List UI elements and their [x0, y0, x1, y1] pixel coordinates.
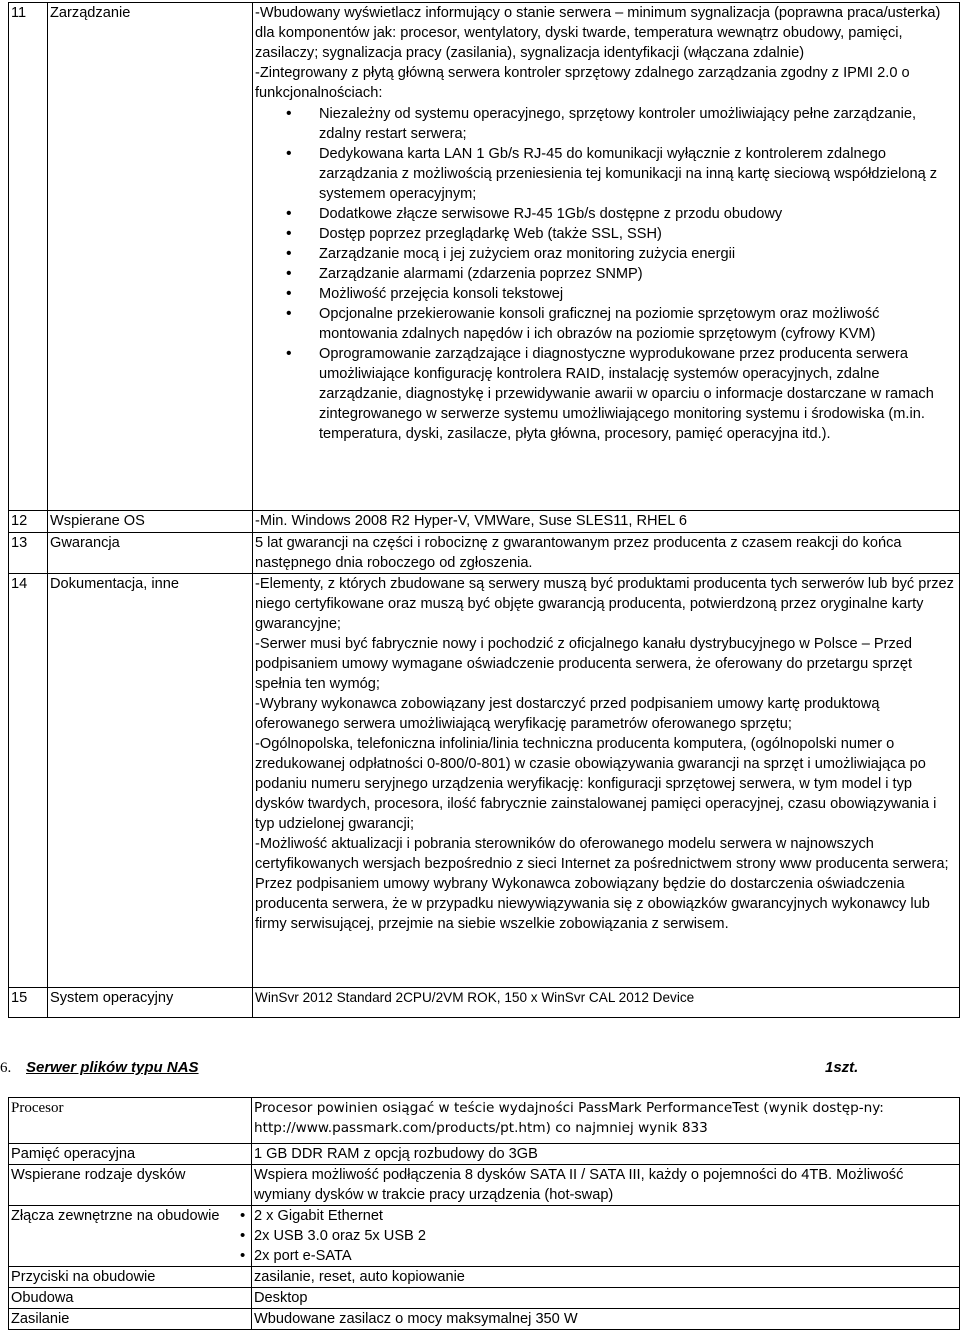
spec-value: Procesor powinien osiągać w teście wydajności PassMark PerformanceTest (wynik dostęp-ny: http://www.passmark.com/products/pt.htm) co najmniej wynik 833: [252, 1098, 960, 1144]
row-number: 14: [9, 574, 48, 988]
table-row: [9, 1288, 960, 1309]
paragraph: -Wbudowany wyświetlacz informujący o stanie serwera – minimum sygnalizacja (poprawna praca/usterka) dla komponentów jak: procesor, wentylatory, dyski twarde, temperatura wewnątrz obudowy, pamięci, zasilaczy; sygnalizacja pracy (zasilania), sygnalizacja identyfikacji (włączana zdalnie): [255, 5, 941, 61]
list-item: • Dedykowana karta LAN 1 Gb/s RJ-45 do komunikacji wyłącznie z kontrolerem zdalnego zarządzania z możliwością przeniesienia tej komunikacji na inną kartę sieciową współdzieloną z systemem operacyjnym;: [319, 144, 957, 204]
row-number: 13: [9, 533, 48, 574]
list-item: • 2 x Gigabit Ethernet: [254, 1206, 957, 1226]
spec-value: Wbudowane zasilacz o mocy maksymalnej 350 W: [252, 1309, 960, 1330]
list-item: • Oprogramowanie zarządzające i diagnostyczne wyprodukowane przez producenta serwera umożliwiające konfigurację kontrolera RAID, instalację systemów operacyjnych, zdalne zarządzanie, diagnostykę i przewidywanie awarii w oparciu o informacje dostarczane w ramach zintegrowanego w serwerze systemu umożliwiającego monitoring systemu i środowiska (m.in. temperatura, dyski, zasilacze, płyta główna, procesory, pamięć operacyjna itd.).: [319, 344, 957, 444]
row-name: Zarządzanie: [48, 3, 253, 511]
row-number: 15: [9, 988, 48, 1018]
section-heading: [0, 1058, 960, 1080]
spec-label: Złącza zewnętrzne na obudowie: [9, 1206, 252, 1267]
list-item: • 2x USB 3.0 oraz 5x USB 2: [254, 1226, 957, 1246]
paragraph: -Serwer musi być fabrycznie nowy i pochodzić z oficjalnego kanału dystrybucyjnego w Polsce – Przed podpisaniem umowy wymagane oświadczenie producenta serwera, że oferowany do przetargu sprzęt spełnia ten wymóg;: [255, 636, 913, 692]
row-name: Wspierane OS: [48, 511, 253, 533]
table-row: [9, 1098, 960, 1144]
table-row: [9, 3, 960, 511]
spec-label: Obudowa: [9, 1288, 252, 1309]
table-row: [9, 1267, 960, 1288]
table-row: [9, 1206, 960, 1267]
row-value: 5 lat gwarancji na części i robociznę z gwarantowanym przez producenta z czasem reakcji do końca następnego dnia roboczego od zgłoszenia.: [253, 533, 960, 574]
table-row: [9, 533, 960, 574]
section-number: 6.: [0, 1060, 12, 1076]
list-item: • Dostęp poprzez przeglądarkę Web (także SSL, SSH): [319, 224, 957, 244]
row-value: [253, 574, 960, 988]
spec-value: zasilanie, reset, auto kopiowanie: [252, 1267, 960, 1288]
paragraph: -Ogólnopolska, telefoniczna infolinia/linia techniczna producenta komputera, (ogólnopolski numer o zredukowanej odpłatności 0-800/0-801) w czasie obowiązywania gwarancji na sprzęt i umożliwiająca po podaniu numeru seryjnego urządzenia weryfikację: konfiguracji sprzętowej serwera, w tym model i typ dysków twardych, procesora, ilość fabrycznie zainstalowanej pamięci operacyjnej, czasu obowiązywania i typ udzielonej gwarancji;: [255, 736, 937, 832]
table-row: [9, 511, 960, 533]
paragraph: -Możliwość aktualizacji i pobrania sterowników do oferowanego modelu serwera w najnowszych certyfikowanych wersjach bezpośrednio z sieci Internet za pośrednictwem strony www producenta serwera;: [255, 836, 949, 872]
section-title: Serwer plików typu NAS: [26, 1059, 199, 1076]
row-value: -Min. Windows 2008 R2 Hyper-V, VMWare, Suse SLES11, RHEL 6: [253, 511, 960, 533]
spec-value: [252, 1206, 960, 1267]
paragraph: -Wybrany wykonawca zobowiązany jest dostarczyć przed podpisaniem umowy kartę produktową oferowanego serwera umożliwiającą weryfikację parametrów oferowanego sprzętu;: [255, 696, 880, 732]
row-number: 12: [9, 511, 48, 533]
row-value: WinSvr 2012 Standard 2CPU/2VM ROK, 150 x WinSvr CAL 2012 Device: [253, 988, 960, 1018]
table-row: [9, 1165, 960, 1206]
table-row: [9, 574, 960, 988]
nas-spec-table: [8, 1097, 960, 1330]
list-item: • Zarządzanie alarmami (zdarzenia poprzez SNMP): [319, 264, 957, 284]
spec-value: Desktop: [252, 1288, 960, 1309]
paragraph: -Zintegrowany z płytą główną serwera kontroler sprzętowy zdalnego zarządzania zgodny z IPMI 2.0 o funkcjonalnościach:: [255, 65, 910, 101]
section-quantity: 1szt.: [825, 1059, 859, 1076]
feature-list: [255, 104, 957, 444]
row-name: Dokumentacja, inne: [48, 574, 253, 988]
row-name: System operacyjny: [48, 988, 253, 1018]
spec-value: Wspiera możliwość podłączenia 8 dysków SATA II / SATA III, każdy o pojemności do 4TB. Możliwość wymiany dysków w trakcie pracy urządzenia (hot-swap): [252, 1165, 960, 1206]
list-item: • 2x port e-SATA: [254, 1246, 957, 1266]
list-item: • Opcjonalne przekierowanie konsoli graficznej na poziomie sprzętowym oraz możliwość montowania zdalnych napędów i ich obrazów na poziomie sprzętowym (cyfrowy KVM): [319, 304, 957, 344]
spec-label: Wspierane rodzaje dysków: [9, 1165, 252, 1206]
list-item: • Zarządzanie mocą i jej zużyciem oraz monitoring zużycia energii: [319, 244, 957, 264]
paragraph: -Elementy, z których zbudowane są serwery muszą być produktami producenta tych serwerów lub być przez niego certyfikowane oraz muszą być objęte gwarancją producenta, potwierdzoną przez oryginalne karty gwarancyjne;: [255, 576, 954, 632]
row-number: 11: [9, 3, 48, 511]
table-row: [9, 988, 960, 1018]
paragraph: Przez podpisaniem umowy wybrany Wykonawca zobowiązany będzie do dostarczenia oświadczenia producenta serwera, że w przypadku niewywiązywania się z obowiązków gwarancyjnych wykonawcy lub firmy serwisującej, przejmie na siebie wszelkie zobowiązania z serwisem.: [255, 876, 930, 932]
row-name: Gwarancja: [48, 533, 253, 574]
list-item: • Możliwość przejęcia konsoli tekstowej: [319, 284, 957, 304]
spec-label: Procesor: [9, 1098, 252, 1144]
row-value: [253, 3, 960, 511]
spec-value: 1 GB DDR RAM z opcją rozbudowy do 3GB: [252, 1144, 960, 1165]
ports-list: [254, 1206, 957, 1266]
spec-label: Pamięć operacyjna: [9, 1144, 252, 1165]
spec-label: Przyciski na obudowie: [9, 1267, 252, 1288]
table-row: [9, 1144, 960, 1165]
server-spec-table: [8, 2, 960, 1018]
list-item: • Dodatkowe złącze serwisowe RJ-45 1Gb/s dostępne z przodu obudowy: [319, 204, 957, 224]
spec-label: Zasilanie: [9, 1309, 252, 1330]
table-row: [9, 1309, 960, 1330]
list-item: • Niezależny od systemu operacyjnego, sprzętowy kontroler umożliwiający pełne zarządzanie, zdalny restart serwera;: [319, 104, 957, 144]
